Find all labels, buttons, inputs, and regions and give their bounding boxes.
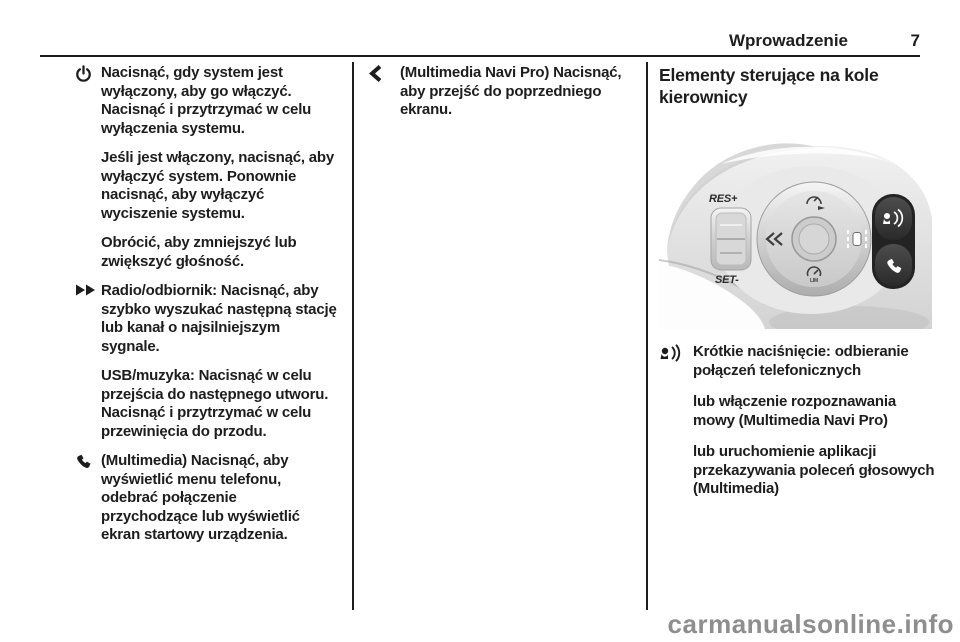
list-item-text: Jeśli jest włączony, nacisnąć, aby wyłączyć system. Ponownie nacisnąć, aby wyłączyć wyciszenie systemu. [101, 149, 335, 222]
list-item-text: Obrócić, aby zmniejszyć lub zwiększyć głośność. [101, 234, 297, 270]
column-divider [646, 62, 648, 610]
list-item [75, 367, 337, 441]
list-item [75, 64, 337, 138]
list-item [75, 234, 337, 271]
page-title: Wprowadzenie [728, 31, 848, 50]
voice-icon [659, 343, 693, 380]
list-item [75, 282, 337, 356]
set-label: SET- [715, 274, 739, 286]
list-item-text: lub uruchomienie aplikacji przekazywania poleceń głosowych (Multimedia) [693, 443, 935, 497]
list-item [659, 343, 937, 380]
section-heading: Elementy sterujące na kole kierownicy [659, 65, 879, 107]
column-divider [352, 62, 354, 610]
column-right [659, 64, 937, 512]
phone-icon [75, 452, 101, 545]
list-item-text: (Multimedia) Nacisnąć, aby wyświetlić menu telefonu, odebrać połączenie przychodzące lub wyświetlić ekran startowy urządzenia. [101, 452, 300, 543]
column-left [75, 64, 337, 556]
lim-label: LIM [809, 278, 819, 284]
list-item-text: Nacisnąć, gdy system jest wyłączony, aby go włączyć. Nacisnąć i przytrzymać w celu wyłączenia systemu. [101, 64, 312, 137]
list-item [75, 452, 337, 545]
page-number: 7 [910, 31, 920, 50]
list-item-text: lub włączenie rozpoznawania mowy (Multimedia Navi Pro) [693, 393, 896, 429]
list-item-text: Krótkie naciśnięcie: odbieranie połączeń telefonicznych [693, 343, 909, 379]
column-middle [368, 64, 632, 131]
watermark-link[interactable]: carmanualsonline.info [667, 609, 954, 639]
fast-forward-icon [75, 282, 101, 356]
res-label: RES+ [709, 193, 738, 205]
steering-wheel-image [659, 122, 937, 329]
list-item-text: USB/muzyka: Nacisnąć w celu przejścia do następnego utworu. Nacisnąć i przytrzymać w celu przewinięcia do przodu. [101, 367, 329, 440]
header-rule [40, 55, 920, 57]
list-item [75, 149, 337, 223]
list-item [368, 64, 632, 120]
list-item [659, 393, 937, 430]
list-item-text: Radio/odbiornik: Nacisnąć, aby szybko wyszukać następną stację lub kanał o najsilniejszym sygnale. [101, 282, 337, 355]
power-icon [75, 64, 101, 138]
list-item [659, 443, 937, 499]
list-item-text: (Multimedia Navi Pro) Nacisnąć, aby przejść do poprzedniego ekranu. [400, 64, 622, 118]
back-icon [368, 64, 400, 120]
